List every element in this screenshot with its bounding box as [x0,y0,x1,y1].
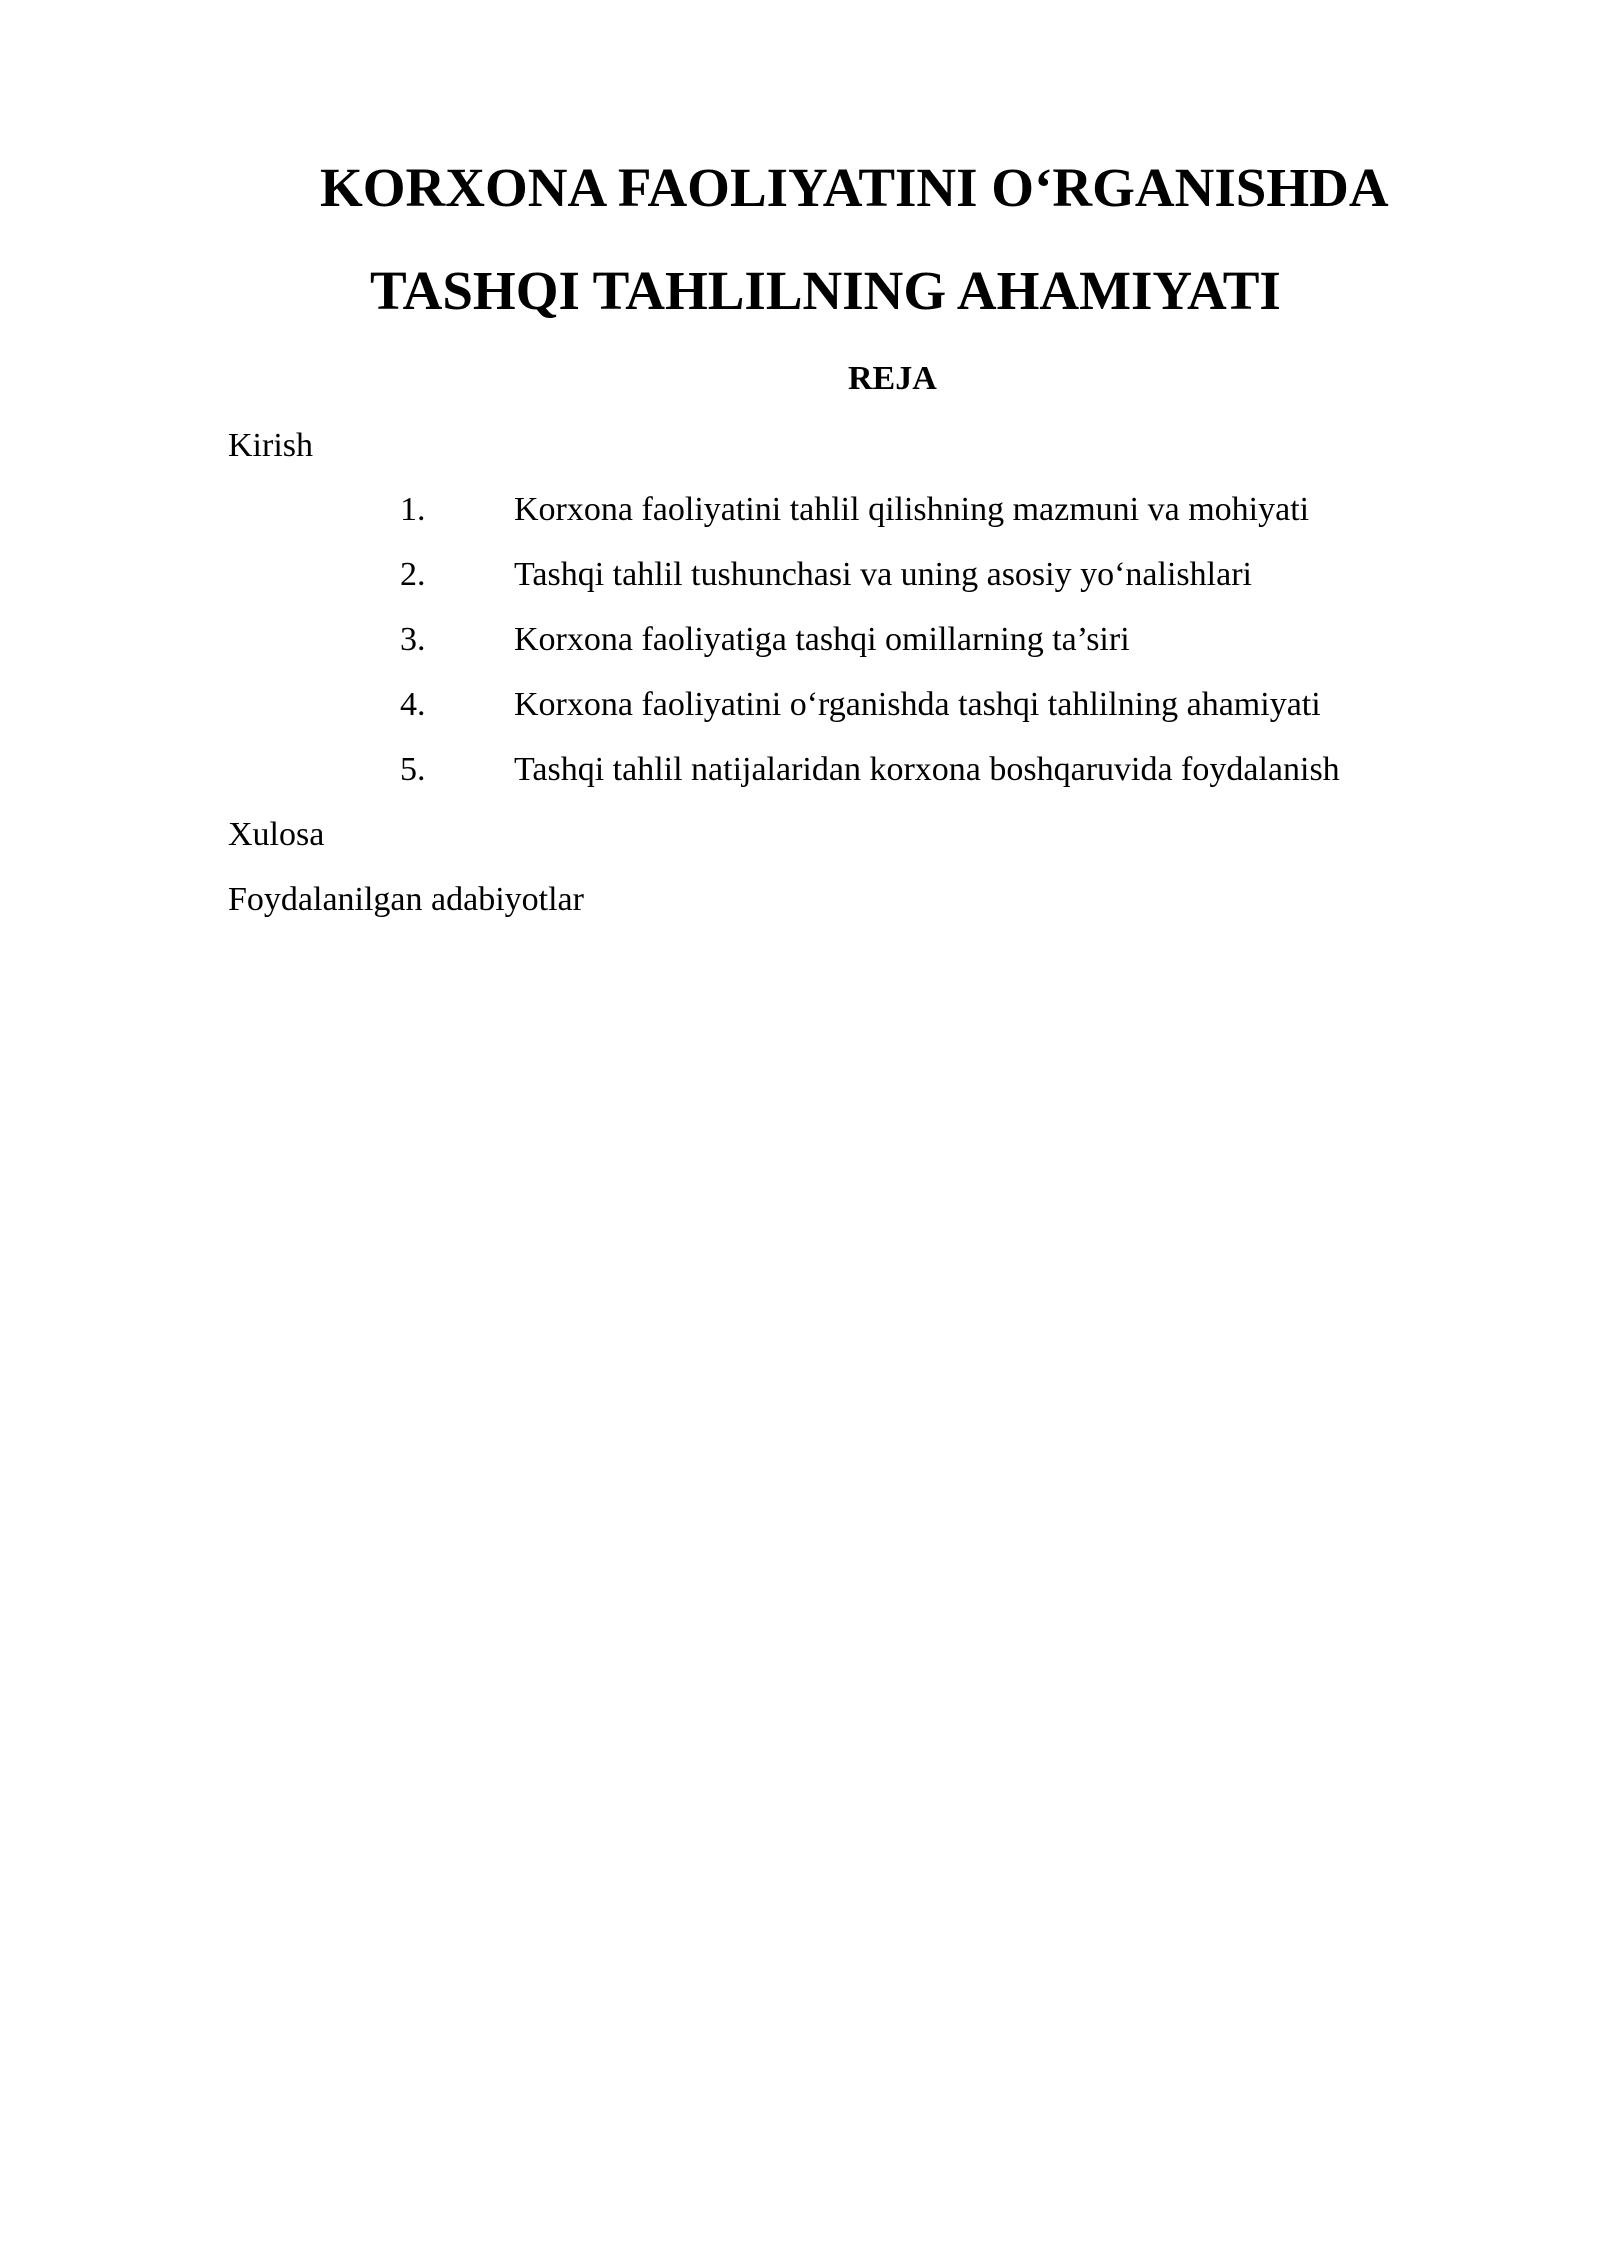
plan-item [0,558,1600,598]
plan-item-text: Tashqi tahlil tushunchasi va uning asosiy yo‘nalishlari [514,556,1252,593]
plan-item [0,753,1600,793]
plan-item-number: 5. [400,751,426,788]
plan-item-text: Korxona faoliyatini o‘rganishda tashqi tahlilning ahamiyati [514,686,1321,723]
intro-label: Kirish [228,427,313,464]
conclusion-label: Xulosa [228,816,325,853]
plan-item-number: 2. [400,556,426,593]
plan-item-number: 4. [400,686,426,723]
plan-item-number: 3. [400,621,426,658]
document-title-line-2: TASHQI TAHLILNING AHAMIYATI [370,260,1281,321]
plan-item [0,688,1600,728]
plan-item-number: 1. [400,491,426,528]
plan-item [0,493,1600,533]
plan-item-text: Tashqi tahlil natijalaridan korxona boshqaruvida foydalanish [514,751,1340,788]
plan-item [0,623,1600,663]
plan-item-text: Korxona faoliyatini tahlil qilishning mazmuni va mohiyati [514,491,1310,528]
plan-heading: REJA [848,360,937,397]
references-label: Foydalanilgan adabiyotlar [228,881,584,918]
plan-item-text: Korxona faoliyatiga tashqi omillarning ta’siri [514,621,1130,658]
document-title-line-1: KORXONA FAOLIYATINI O‘RGANISHDA [320,157,1389,218]
